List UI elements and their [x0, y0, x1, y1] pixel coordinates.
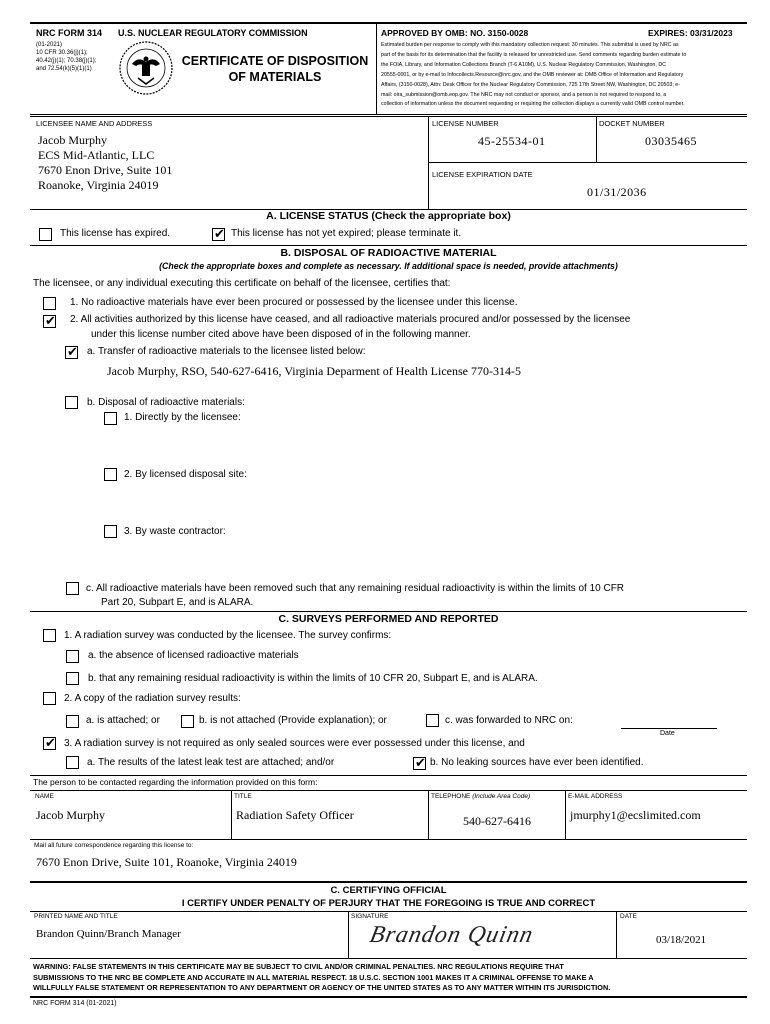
burden-statement — [381, 41, 747, 110]
forwarded-date-label: Date — [660, 730, 675, 737]
expiration-notice: EXPIRES: 03/31/2023 — [648, 28, 733, 38]
waste-contractor-checkbox[interactable] — [104, 525, 117, 538]
waste-contractor-label: 3. By waste contractor: — [124, 526, 226, 537]
survey-copy-checkbox[interactable] — [43, 692, 56, 705]
contact-title-field[interactable]: Radiation Safety Officer — [236, 808, 354, 822]
absence-label: a. the absence of licensed radioactive materials — [88, 650, 299, 661]
signature-label: SIGNATURE — [351, 913, 389, 920]
warning-line: SUBMISSIONS TO THE NRC BE COMPLETE AND ACCURATE IN ALL MATERIAL RESPECT. 18 U.S.C. SECTION 1001 MAKES IT A CRIMINAL OFFENSE TO MAKE A — [33, 972, 594, 982]
check-icon: ✔ — [45, 313, 56, 328]
signature[interactable]: Brandon Quinn — [367, 922, 536, 948]
disposal-site-checkbox[interactable] — [104, 468, 117, 481]
materials-removed-label-cont: Part 20, Subpart E, and is ALARA. — [101, 597, 254, 608]
burden-line: the FOIA, Library, and Information Collections Branch (T-6 A10M), U.S. Nuclear Regulatory Commission, Washington, DC — [381, 61, 666, 68]
warning-line: WILLFULLY FALSE STATEMENT OR REPRESENTATION TO ANY DEPARTMENT OR AGENCY OF THE UNITED STATES AS TO ANY MATTER WITHIN ITS JURISDICTION. — [33, 983, 611, 992]
not-attached-checkbox[interactable] — [181, 715, 194, 728]
contact-email-label: E-MAIL ADDRESS — [568, 793, 623, 800]
check-icon: ✔ — [415, 755, 426, 770]
form-title — [176, 53, 374, 85]
materials-removed-label: c. All radioactive materials have been removed such that any remaining residual radioactivity is within the limits of 10 CFR — [86, 583, 625, 594]
contact-name-field[interactable]: Jacob Murphy — [36, 808, 105, 822]
licensee-name: Jacob Murphy — [38, 133, 107, 147]
activities-ceased-checkbox[interactable] — [43, 315, 56, 328]
certifying-official-heading: C. CERTIFYING OFFICIAL — [330, 885, 447, 896]
form-revision: (01-2021) — [36, 42, 63, 48]
survey-not-required-checkbox[interactable] — [43, 737, 56, 750]
contact-title-label: TITLE — [234, 793, 252, 800]
check-icon: ✔ — [45, 735, 56, 750]
license-expired-checkbox[interactable] — [39, 228, 52, 241]
warning-line: WARNING: FALSE STATEMENTS IN THIS CERTIFICATE MAY BE SUBJECT TO CIVIL AND/OR CRIMINAL PENALTIES. NRC REGULATIONS REQUIRE THAT — [33, 962, 564, 971]
burden-line: 20555-0001, or by e-mail to Infocollects.Resource@nrc.gov, and the OMB reviewer at: OMB Office of Information and Regulatory — [381, 71, 684, 78]
survey-conducted-checkbox[interactable] — [43, 629, 56, 642]
printed-name-label: PRINTED NAME AND TITLE — [34, 913, 118, 920]
phone-label-text: TELEPHONE — [431, 793, 471, 800]
no-materials-checkbox[interactable] — [43, 297, 56, 310]
license-number-field[interactable]: 45-25534-01 — [478, 134, 546, 148]
license-expired-label: This license has expired. — [60, 228, 171, 239]
attached-checkbox[interactable] — [66, 715, 79, 728]
licensee-address — [38, 133, 172, 193]
burden-line: Estimated burden per response to comply with this mandatory collection request: 30 minutes. This submittal is used by NRC as — [381, 42, 679, 48]
materials-removed-checkbox[interactable] — [66, 582, 79, 595]
section-c-heading: C. SURVEYS PERFORMED AND REPORTED — [278, 613, 499, 625]
survey-not-required-label: 3. A radiation survey is not required as only sealed sources were ever possessed under this license, and — [64, 738, 525, 749]
certification-statement: I CERTIFY UNDER PENALTY OF PERJURY THAT THE FOREGOING IS TRUE AND CORRECT — [181, 898, 596, 909]
section-a-heading: A. LICENSE STATUS (Check the appropriate box) — [266, 210, 511, 222]
transfer-checkbox[interactable] — [65, 346, 78, 359]
disposal-checkbox[interactable] — [65, 396, 78, 409]
section-b-subheading: (Check the appropriate boxes and complete as necessary. If additional space is needed, provide attachments) — [159, 261, 618, 271]
license-not-expired-label: This license has not yet expired; please terminate it. — [231, 228, 462, 239]
check-icon: ✔ — [67, 344, 78, 359]
cfr-references — [36, 41, 96, 73]
section-b-heading: B. DISPOSAL OF RADIOACTIVE MATERIAL — [280, 247, 497, 259]
disposal-directly-checkbox[interactable] — [104, 412, 117, 425]
activities-ceased-label: 2. All activities authorized by this license have ceased, and all radioactive materials procured and/or possessed by the licensee — [70, 314, 631, 325]
burden-line: collection of information unless the document requesting or requiring the collection displays a currently valid OMB control number. — [381, 101, 685, 108]
burden-line: Affairs, (3150-0028), Attn: Desk Officer for the Nuclear Regulatory Commission, 725 17th Street NW, Washington, DC 20503; e- — [381, 81, 681, 88]
absence-checkbox[interactable] — [66, 650, 79, 663]
date-label: DATE — [620, 913, 637, 920]
forwarded-label: c. was forwarded to NRC on: — [445, 715, 573, 726]
within-limits-label: b. that any remaining residual radioactivity is within the limits of 10 CFR 20, Subpart E, and is ALARA. — [88, 673, 538, 684]
cfr-ref: 10 CFR 30.36(j)(1); — [36, 50, 88, 56]
license-not-expired-checkbox[interactable] — [212, 228, 225, 241]
disposal-directly-label: 1. Directly by the licensee: — [124, 412, 241, 423]
cfr-ref: and 72.54(k)(5)(1)(1) — [36, 66, 92, 72]
license-number-label: LICENSE NUMBER — [432, 119, 499, 128]
nrc-seal-icon — [118, 40, 174, 96]
section-b-intro: The licensee, or any individual executing this certificate on behalf of the licensee, certifies that: — [33, 278, 451, 289]
expiration-date-field[interactable]: 01/31/2036 — [587, 185, 647, 199]
activities-ceased-label-cont: under this license number cited above have been disposed of in the following manner. — [91, 329, 471, 340]
agency-name: U.S. NUCLEAR REGULATORY COMMISSION — [118, 28, 308, 38]
no-materials-label: 1. No radioactive materials have ever been procured or possessed by the licensee under this license. — [70, 297, 518, 308]
form-footer: NRC FORM 314 (01-2021) — [33, 1000, 117, 1007]
form-title-line: CERTIFICATE OF DISPOSITION — [181, 54, 369, 68]
contact-phone-field[interactable]: 540-627-6416 — [463, 814, 531, 828]
date-field[interactable]: 03/18/2021 — [656, 934, 707, 946]
contact-intro: The person to be contacted regarding the information provided on this form: — [33, 777, 318, 787]
expiration-date-label: LICENSE EXPIRATION DATE — [432, 170, 533, 179]
printed-name-field[interactable]: Brandon Quinn/Branch Manager — [36, 928, 181, 940]
omb-approval: APPROVED BY OMB: NO. 3150-0028 — [381, 28, 529, 38]
form-number: NRC FORM 314 — [36, 28, 103, 38]
no-leaks-label: b. No leaking sources have ever been identified. — [430, 757, 644, 768]
contact-phone-label — [431, 793, 530, 800]
attached-label: a. is attached; or — [86, 715, 160, 726]
licensee-label: LICENSEE NAME AND ADDRESS — [36, 119, 153, 128]
leak-test-checkbox[interactable] — [66, 756, 79, 769]
form-title-line: OF MATERIALS — [228, 70, 322, 84]
contact-name-label: NAME — [35, 793, 54, 800]
transfer-label: a. Transfer of radioactive materials to the licensee listed below: — [87, 346, 366, 357]
cfr-ref: 40.42(j)(1); 70.38(j)(1); — [36, 58, 97, 64]
burden-line: part of the basis for its determination that the facility is released for unrestricted use. Send comments regarding burden estimate to — [381, 51, 687, 58]
forwarded-checkbox[interactable] — [426, 714, 439, 727]
licensee-company: ECS Mid-Atlantic, LLC — [38, 148, 155, 162]
phone-hint: (Include Area Code) — [472, 793, 531, 800]
mail-address-field[interactable]: 7670 Enon Drive, Suite 101, Roanoke, Virginia 24019 — [36, 855, 297, 869]
licensee-street: 7670 Enon Drive, Suite 101 — [38, 163, 173, 177]
licensee-city: Roanoke, Virginia 24019 — [38, 178, 159, 192]
disposal-label: b. Disposal of radioactive materials: — [87, 397, 245, 408]
survey-conducted-label: 1. A radiation survey was conducted by the licensee. The survey confirms: — [64, 630, 392, 641]
mail-label: Mail all future correspondence regarding this license to: — [34, 842, 194, 849]
docket-number-field[interactable]: 03035465 — [645, 134, 697, 148]
burden-line: mail: oira_submission@omb.eop.gov. The NRC may not conduct or sponsor, and a person is not required to respond to, a — [381, 91, 667, 98]
warning-text — [33, 962, 610, 994]
docket-number-label: DOCKET NUMBER — [599, 119, 665, 128]
transfer-recipient-field[interactable]: Jacob Murphy, RSO, 540-627-6416, Virginia Deparment of Health License 770-314-5 — [107, 364, 521, 378]
contact-email-field[interactable]: jmurphy1@ecslimited.com — [570, 808, 701, 822]
check-icon: ✔ — [214, 226, 225, 241]
survey-copy-label: 2. A copy of the radiation survey results: — [64, 693, 241, 704]
not-attached-label: b. is not attached (Provide explanation); or — [199, 715, 387, 726]
disposal-site-label: 2. By licensed disposal site: — [124, 469, 247, 480]
no-leaks-checkbox[interactable] — [413, 757, 426, 770]
within-limits-checkbox[interactable] — [66, 672, 79, 685]
leak-test-label: a. The results of the latest leak test are attached; and/or — [87, 757, 335, 768]
